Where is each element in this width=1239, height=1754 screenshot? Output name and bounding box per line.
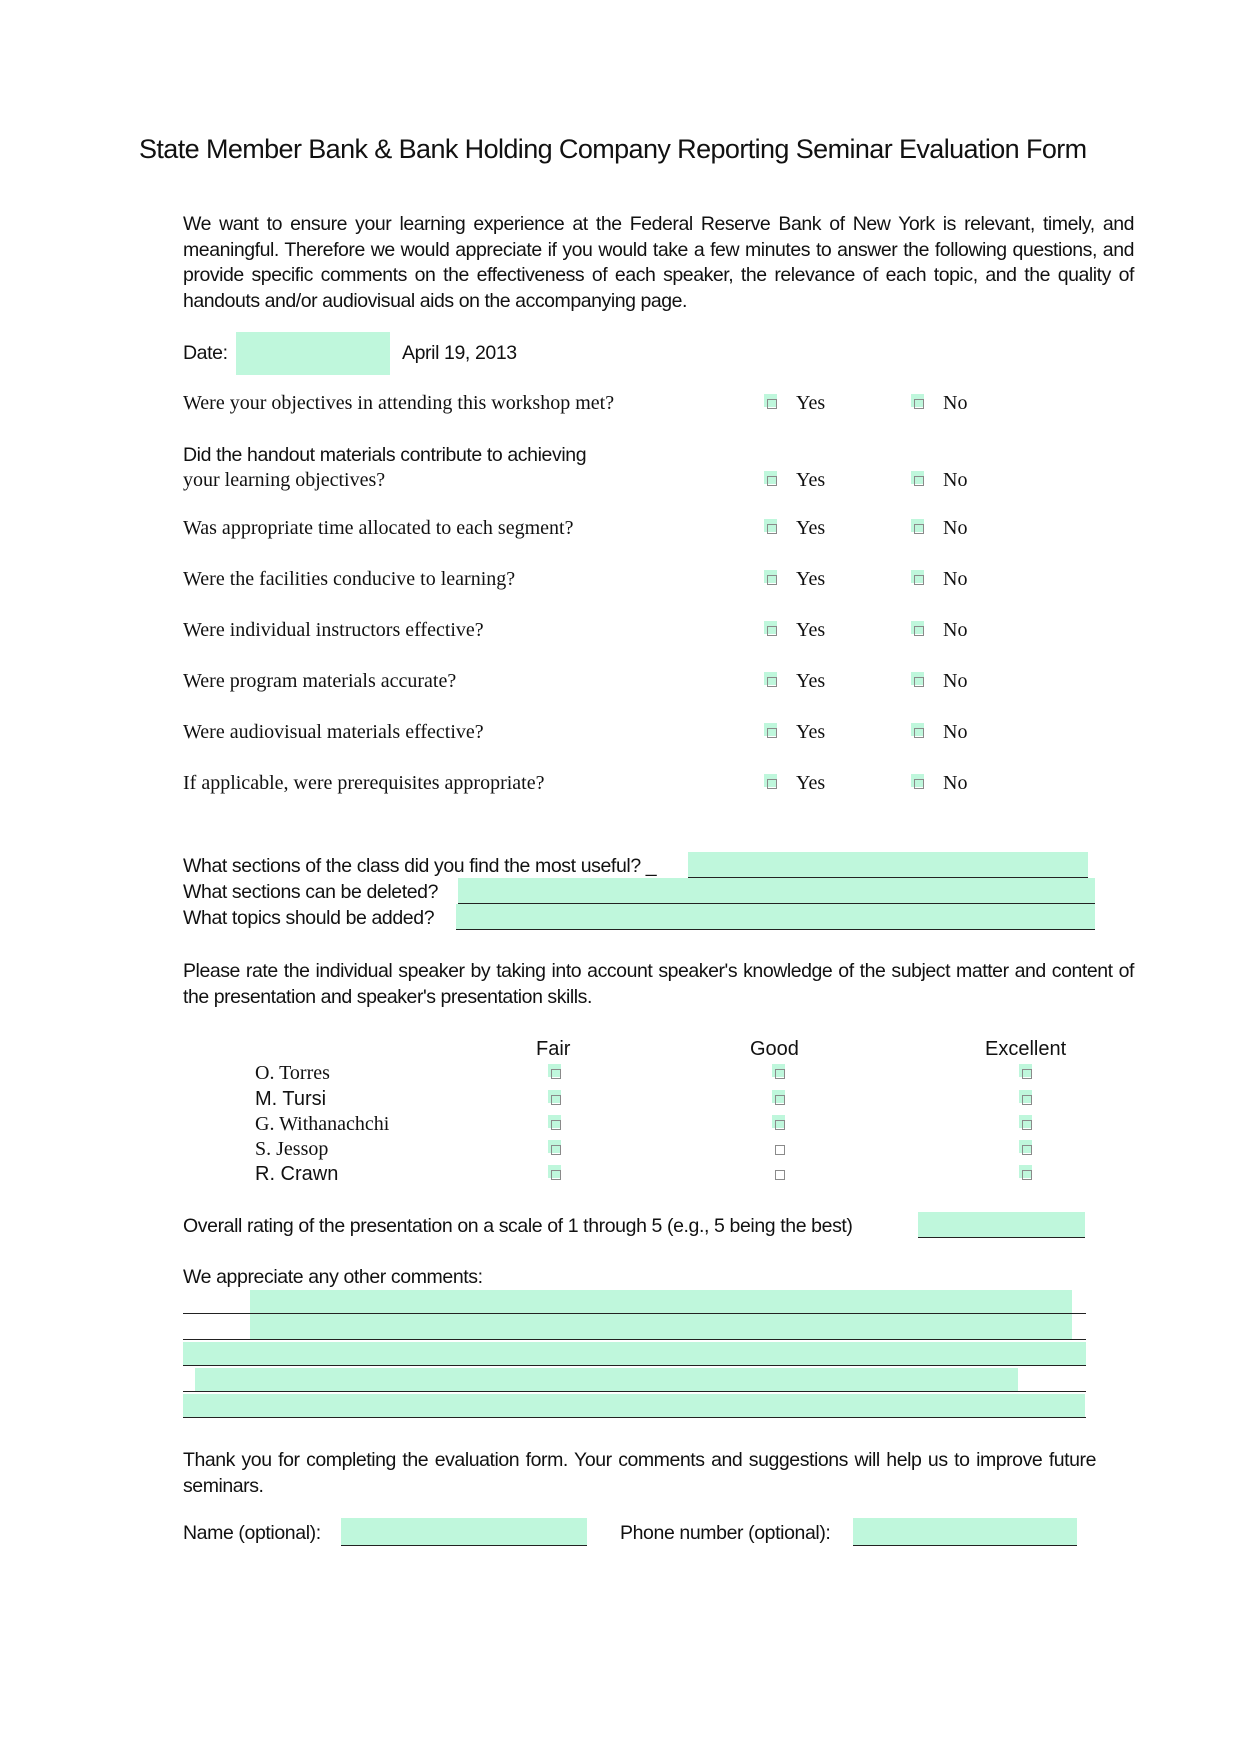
- question-3-yes-checkbox[interactable]: [764, 519, 782, 537]
- speaker-name: M. Tursi: [255, 1088, 327, 1110]
- speaker-1-excellent-checkbox[interactable]: [1019, 1064, 1037, 1082]
- question-6-yes-label: Yes: [796, 670, 826, 692]
- question-8-text: If applicable, were prerequisites appropriate?: [183, 772, 545, 794]
- speaker-2-fair-checkbox[interactable]: [548, 1090, 566, 1108]
- comment-line-5: [183, 1417, 1086, 1418]
- added-input[interactable]: [456, 904, 1095, 930]
- speaker-2-good-checkbox[interactable]: [772, 1090, 790, 1108]
- speaker-3-excellent-checkbox[interactable]: [1019, 1115, 1037, 1133]
- question-6-no-checkbox[interactable]: [911, 672, 929, 690]
- speaker-name: R. Crawn: [255, 1163, 339, 1185]
- question-2-no-label: No: [943, 469, 968, 491]
- comments-input-d[interactable]: [183, 1394, 1085, 1418]
- name-input[interactable]: [341, 1518, 587, 1546]
- question-4-text: Were the facilities conducive to learning?: [183, 568, 516, 590]
- question-7-text: Were audiovisual materials effective?: [183, 721, 484, 743]
- deleted-input[interactable]: [458, 878, 1095, 904]
- added-label: What topics should be added?: [183, 907, 435, 929]
- overall-rating-label: Overall rating of the presentation on a scale of 1 through 5 (e.g., 5 being the best): [183, 1215, 853, 1237]
- comments-input-a[interactable]: [250, 1290, 1072, 1340]
- question-1-no-checkbox[interactable]: [911, 394, 929, 412]
- question-3-text: Was appropriate time allocated to each segment?: [183, 517, 574, 539]
- question-1-yes-label: Yes: [796, 392, 826, 414]
- overall-rating-underline: [918, 1237, 1085, 1238]
- question-7-no-checkbox[interactable]: [911, 723, 929, 741]
- question-2-yes-checkbox[interactable]: [764, 471, 782, 489]
- comment-line-2: [183, 1339, 1086, 1340]
- question-5-yes-checkbox[interactable]: [764, 621, 782, 639]
- date-label: Date:: [183, 342, 228, 364]
- speaker-5-excellent-checkbox[interactable]: [1019, 1165, 1037, 1183]
- rating-header-good: Good: [750, 1038, 799, 1060]
- date-input[interactable]: [236, 332, 390, 375]
- question-5-no-checkbox[interactable]: [911, 621, 929, 639]
- most-useful-input[interactable]: [688, 852, 1088, 878]
- speaker-5-good-checkbox[interactable]: [772, 1165, 790, 1183]
- comments-input-b[interactable]: [183, 1342, 1086, 1366]
- speaker-2-excellent-checkbox[interactable]: [1019, 1090, 1037, 1108]
- phone-underline: [853, 1545, 1077, 1546]
- question-3-yes-label: Yes: [796, 517, 826, 539]
- speaker-3-fair-checkbox[interactable]: [548, 1115, 566, 1133]
- question-8-yes-checkbox[interactable]: [764, 774, 782, 792]
- question-6-no-label: No: [943, 670, 968, 692]
- question-5-text: Were individual instructors effective?: [183, 619, 484, 641]
- comment-line-3: [183, 1365, 1086, 1366]
- question-2-text-line2: your learning objectives?: [183, 469, 386, 491]
- intro-paragraph: We want to ensure your learning experience at the Federal Reserve Bank of New York is relevant, timely, and meaningful. Therefore we would appreciate if you would take a few minutes to answer the following questions, and provide specific comments on the effectiveness of each speaker, the relevance of each topic, and the quality of handouts and/or audiovisual aids on the accompanying page.: [183, 213, 1134, 312]
- speaker-4-excellent-checkbox[interactable]: [1019, 1140, 1037, 1158]
- speaker-4-fair-checkbox[interactable]: [548, 1140, 566, 1158]
- comment-line-1: [183, 1313, 1086, 1314]
- question-6-yes-checkbox[interactable]: [764, 672, 782, 690]
- added-underline: [456, 929, 1095, 930]
- speaker-name: G. Withanachchi: [255, 1113, 390, 1135]
- deleted-label: What sections can be deleted?: [183, 881, 439, 903]
- thank-you-text: Thank you for completing the evaluation form. Your comments and suggestions will help us to improve future seminars.: [183, 1449, 1096, 1497]
- question-8-yes-label: Yes: [796, 772, 826, 794]
- rating-header-fair: Fair: [536, 1038, 571, 1060]
- speaker-1-good-checkbox[interactable]: [772, 1064, 790, 1082]
- name-label: Name (optional):: [183, 1522, 321, 1544]
- form-title: State Member Bank & Bank Holding Company Reporting Seminar Evaluation Form: [139, 134, 1087, 164]
- question-3-no-checkbox[interactable]: [911, 519, 929, 537]
- question-6-text: Were program materials accurate?: [183, 670, 457, 692]
- rating-header-excellent: Excellent: [985, 1038, 1067, 1060]
- question-1-no-label: No: [943, 392, 968, 414]
- overall-rating-input[interactable]: [918, 1212, 1085, 1238]
- question-7-yes-label: Yes: [796, 721, 826, 743]
- rating-instructions: Please rate the individual speaker by taking into account speaker's knowledge of the subject matter and content of the presentation and speaker's presentation skills.: [183, 960, 1134, 1008]
- question-2-no-checkbox[interactable]: [911, 471, 929, 489]
- question-8-no-checkbox[interactable]: [911, 774, 929, 792]
- question-5-no-label: No: [943, 619, 968, 641]
- question-2-text-line1: Did the handout materials contribute to achieving: [183, 444, 587, 466]
- speaker-name: S. Jessop: [255, 1138, 329, 1160]
- speaker-3-good-checkbox[interactable]: [772, 1115, 790, 1133]
- question-7-yes-checkbox[interactable]: [764, 723, 782, 741]
- comments-input-c[interactable]: [195, 1368, 1018, 1392]
- comment-line-4: [183, 1391, 1086, 1392]
- question-4-yes-checkbox[interactable]: [764, 570, 782, 588]
- speaker-1-fair-checkbox[interactable]: [548, 1064, 566, 1082]
- question-5-yes-label: Yes: [796, 619, 826, 641]
- question-4-yes-label: Yes: [796, 568, 826, 590]
- question-7-no-label: No: [943, 721, 968, 743]
- date-value: April 19, 2013: [402, 342, 517, 364]
- question-2-yes-label: Yes: [796, 469, 826, 491]
- phone-input[interactable]: [853, 1518, 1077, 1546]
- name-underline: [341, 1545, 587, 1546]
- speaker-5-fair-checkbox[interactable]: [548, 1165, 566, 1183]
- question-4-no-label: No: [943, 568, 968, 590]
- question-4-no-checkbox[interactable]: [911, 570, 929, 588]
- comments-label: We appreciate any other comments:: [183, 1266, 483, 1288]
- question-8-no-label: No: [943, 772, 968, 794]
- question-3-no-label: No: [943, 517, 968, 539]
- question-1-text: Were your objectives in attending this workshop met?: [183, 392, 615, 414]
- question-1-yes-checkbox[interactable]: [764, 394, 782, 412]
- phone-label: Phone number (optional):: [620, 1522, 831, 1544]
- most-useful-label: What sections of the class did you find the most useful? _: [183, 855, 657, 877]
- speaker-4-good-checkbox[interactable]: [772, 1140, 790, 1158]
- speaker-name: O. Torres: [255, 1062, 330, 1084]
